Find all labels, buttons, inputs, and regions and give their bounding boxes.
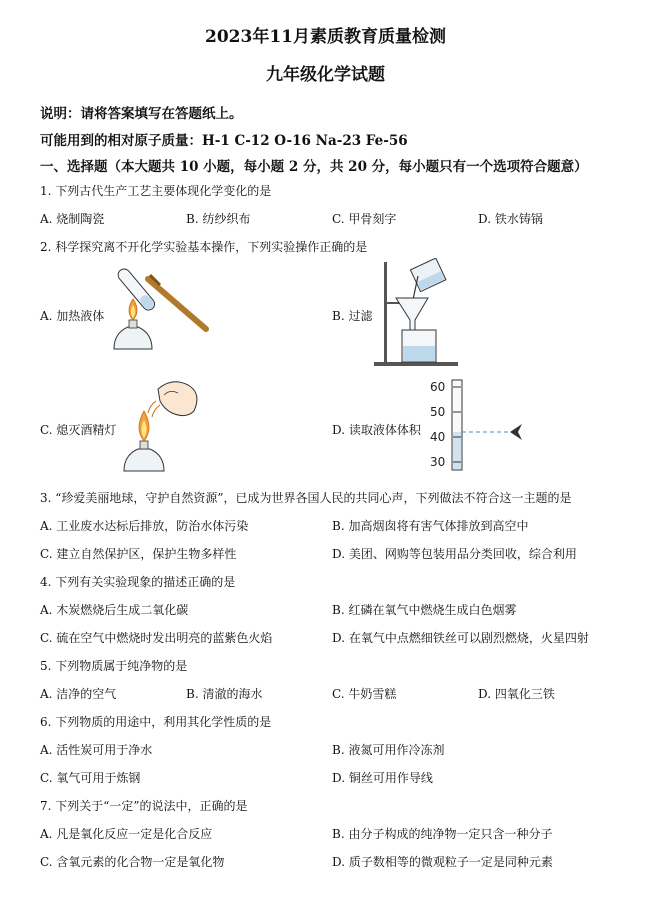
question-2-option-d[interactable]: D. 读取液体体积 bbox=[332, 423, 421, 437]
question-7-option-b[interactable]: B. 由分子构成的纯净物一定只含一种分子 bbox=[332, 827, 553, 841]
question-7-stem: 7. 下列关于“一定”的说法中，正确的是 bbox=[40, 799, 248, 813]
section-heading: 一、选择题（本大题共 10 小题，每小题 2 分，共 20 分，每小题只有一个选项符合题意） bbox=[40, 159, 588, 175]
question-5-option-b[interactable]: B. 清澈的海水 bbox=[186, 687, 263, 701]
extinguish-lamp-figure bbox=[120, 375, 210, 475]
question-4-stem: 4. 下列有关实验现象的描述正确的是 bbox=[40, 575, 236, 589]
question-4-option-b[interactable]: B. 红磷在氧气中燃烧生成白色烟雾 bbox=[332, 603, 517, 617]
question-6-option-c[interactable]: C. 氧气可用于炼钢 bbox=[40, 771, 141, 785]
question-3-option-c[interactable]: C. 建立自然保护区，保护生物多样性 bbox=[40, 547, 237, 561]
graduated-cylinder-figure bbox=[420, 378, 535, 474]
question-6-option-b[interactable]: B. 液氮可用作冷冻剂 bbox=[332, 743, 445, 757]
question-1-option-a[interactable]: A. 烧制陶瓷 bbox=[40, 212, 105, 226]
question-4-option-c[interactable]: C. 硫在空气中燃烧时发出明亮的蓝紫色火焰 bbox=[40, 631, 273, 645]
question-2-option-c[interactable]: C. 熄灭酒精灯 bbox=[40, 423, 117, 437]
cylinder-tick-60: 60 bbox=[430, 380, 446, 394]
question-7-option-c[interactable]: C. 含氧元素的化合物一定是氧化物 bbox=[40, 855, 225, 869]
question-2-option-a[interactable]: A. 加热液体 bbox=[40, 309, 105, 323]
heating-liquid-figure bbox=[108, 265, 216, 365]
question-1-option-c[interactable]: C. 甲骨刻字 bbox=[332, 212, 397, 226]
exam-title: 2023年11月素质教育质量检测 bbox=[205, 27, 446, 47]
question-1-option-b[interactable]: B. 纺纱织布 bbox=[186, 212, 251, 226]
question-2-stem: 2. 科学探究离不开化学实验基本操作，下列实验操作正确的是 bbox=[40, 240, 368, 254]
question-6-option-d[interactable]: D. 铜丝可用作导线 bbox=[332, 771, 433, 785]
question-7-option-d[interactable]: D. 质子数相等的微观粒子一定是同种元素 bbox=[332, 855, 553, 869]
cylinder-tick-40: 40 bbox=[430, 430, 446, 444]
instruction-note: 说明：请将答案填写在答题纸上。 bbox=[40, 106, 243, 122]
question-4-option-a[interactable]: A. 木炭燃烧后生成二氧化碳 bbox=[40, 603, 189, 617]
question-3-stem: 3. “珍爱美丽地球，守护自然资源”，已成为世界各国人民的共同心声，下列做法不符合这一主题的是 bbox=[40, 491, 572, 505]
exam-subtitle: 九年级化学试题 bbox=[266, 65, 385, 85]
filtration-figure bbox=[370, 258, 460, 370]
question-1-option-d[interactable]: D. 铁水铸锅 bbox=[478, 212, 543, 226]
atomic-mass-note: 可能用到的相对原子质量：H-1 C-12 O-16 Na-23 Fe-56 bbox=[40, 133, 408, 149]
question-1-stem: 1. 下列古代生产工艺主要体现化学变化的是 bbox=[40, 184, 272, 198]
question-5-option-d[interactable]: D. 四氧化三铁 bbox=[478, 687, 555, 701]
cylinder-tick-50: 50 bbox=[430, 405, 446, 419]
question-4-option-d[interactable]: D. 在氧气中点燃细铁丝可以剧烈燃烧，火星四射 bbox=[332, 631, 589, 645]
question-5-option-c[interactable]: C. 牛奶雪糕 bbox=[332, 687, 397, 701]
question-3-option-b[interactable]: B. 加高烟囱将有害气体排放到高空中 bbox=[332, 519, 529, 533]
question-7-option-a[interactable]: A. 凡是氧化反应一定是化合反应 bbox=[40, 827, 213, 841]
question-5-stem: 5. 下列物质属于纯净物的是 bbox=[40, 659, 188, 673]
question-3-option-a[interactable]: A. 工业废水达标后排放，防治水体污染 bbox=[40, 519, 249, 533]
question-6-stem: 6. 下列物质的用途中，利用其化学性质的是 bbox=[40, 715, 272, 729]
question-5-option-a[interactable]: A. 洁净的空气 bbox=[40, 687, 117, 701]
cylinder-tick-30: 30 bbox=[430, 455, 446, 469]
question-3-option-d[interactable]: D. 美团、网购等包装用品分类回收，综合利用 bbox=[332, 547, 577, 561]
question-2-option-b[interactable]: B. 过滤 bbox=[332, 309, 373, 323]
question-6-option-a[interactable]: A. 活性炭可用于净水 bbox=[40, 743, 153, 757]
